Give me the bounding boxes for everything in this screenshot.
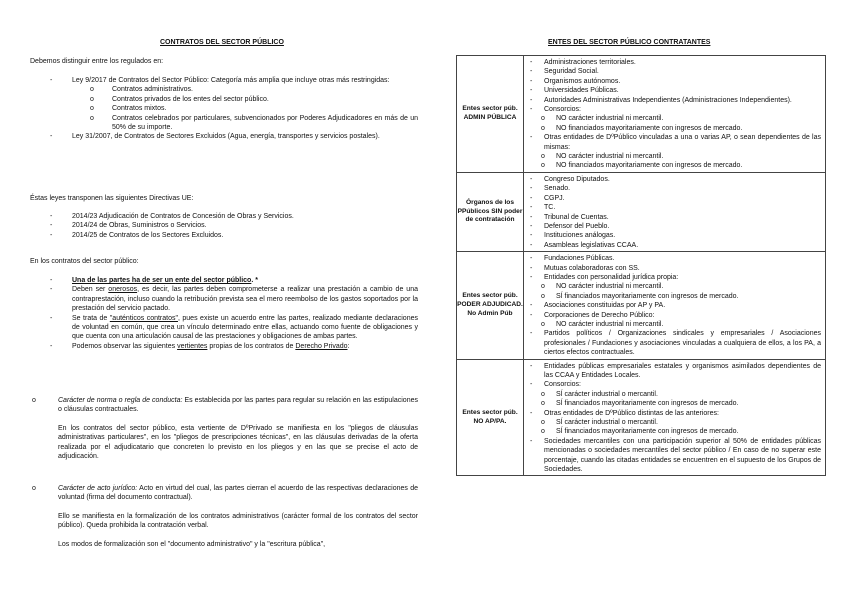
- bullet-marker: -: [530, 362, 533, 370]
- bullet-marker: -: [530, 185, 533, 193]
- entity-item-text: Sociedades mercantiles con una participación superior al 50% de entidades públicas mencionadas o sociedades mercantiles del sector público / En caso de no superar este porcentaje, cuando las citadas entidades se encuentren en el supuesto de los Grupos de Sociedades.: [544, 437, 821, 474]
- entity-item: [524, 96, 821, 105]
- entity-subitem: [524, 390, 821, 399]
- feature-authentic: - Se trata de "auténticos contratos", pues existe un acuerdo entre las partes, realizado mediante declaraciones de voluntad en común, que crea un vínculo determinado entre ellas, actuando como fuente de obligaciones y que cuenta con una articulación causal de las prestaciones y obligaciones de ambas partes.: [50, 314, 418, 341]
- law1-sublist: [72, 85, 418, 132]
- law1-subitem: o Contratos celebrados por particulares, subvencionados por Poderes Adjudicadores en más de un 50% de su importe.: [90, 114, 418, 132]
- bullet-marker: -: [530, 264, 533, 272]
- directive-item: - 2014/23 Adjudicación de Contratos de Concesión de Obras y Servicios.: [50, 213, 294, 220]
- bullet-marker: o: [541, 124, 545, 132]
- law1-subitem: o Contratos mixtos.: [90, 105, 167, 113]
- entity-subitem: [524, 152, 821, 161]
- entity-subitem: [524, 161, 821, 170]
- bullet-marker: -: [530, 241, 533, 249]
- entity-item: [524, 67, 821, 76]
- bullet-marker: -: [530, 222, 533, 230]
- bullet-marker: o: [541, 428, 545, 436]
- entity-item-text: Instituciones análogas.: [544, 232, 616, 240]
- entity-category-label: Entes sector púb. PODER ADJUDICAD. No Admin Púb: [457, 252, 524, 359]
- bullet-marker: -: [530, 59, 533, 66]
- entity-item: [524, 86, 821, 95]
- bullet-marker: -: [530, 381, 533, 389]
- bullet-marker: o: [541, 419, 545, 427]
- bullet-marker: -: [530, 330, 533, 338]
- entity-item-text: Entidades públicas empresariales estatales y organismos asimilados dependientes de las CCAA y Entidades Locales.: [544, 362, 821, 379]
- feature-public-entity: - Una de las partes ha de ser un ente del sector público. *: [50, 277, 258, 284]
- law1-subitem: o Contratos administrativos.: [90, 86, 193, 94]
- entity-item-text: TC.: [544, 204, 556, 212]
- bullet-marker: -: [530, 409, 533, 417]
- entity-item: [524, 184, 821, 193]
- entity-item: [524, 362, 821, 381]
- bullet-marker: -: [530, 255, 533, 263]
- entity-item-text: NO carácter industrial ni mercantil.: [556, 320, 664, 328]
- entities-row: [457, 252, 826, 359]
- entity-item-text: SÍ financiados mayoritariamente con ingresos de mercado.: [556, 292, 739, 300]
- entity-item-text: Consorcios:: [544, 381, 581, 389]
- law1-subitem: o Contratos privados de los entes del sector público.: [90, 95, 269, 103]
- entity-item-text: SÍ carácter industrial o mercantil.: [556, 419, 658, 427]
- entity-item: [524, 264, 821, 273]
- entity-subitem: [524, 399, 821, 408]
- entity-subitem: [524, 282, 821, 291]
- entity-item: [524, 241, 821, 250]
- entity-item: [524, 133, 821, 152]
- aspect-legal-act-label: Carácter de acto jurídico:: [58, 485, 138, 492]
- aspect-norm-paragraph: En los contratos del sector público, esta vertiente de DºPrivado se manifiesta en los "pliegos de cláusulas administrativas particulares", en los "pliegos de prescripciones técnicas", en las cláusulas derivadas de la oferta realizada por el adjudicatario que concreten lo previsto en los pliegos y en las que se precise el acto de adjudicación.: [58, 424, 418, 461]
- entity-item-text: Senado.: [544, 185, 571, 193]
- bullet-marker: -: [530, 437, 533, 445]
- entity-item-text: SÍ financiados mayoritariamente con ingresos de mercado.: [556, 400, 739, 408]
- entity-item-text: Universidades Públicas.: [544, 87, 619, 95]
- entity-item-text: Consorcios:: [544, 106, 581, 114]
- bullet-marker: -: [530, 77, 533, 85]
- entity-item-text: Asociaciones constituidas por AP y PA.: [544, 302, 666, 310]
- entity-items-cell: [524, 252, 826, 359]
- entity-item: [524, 105, 821, 114]
- entities-row: [457, 359, 826, 476]
- contracts-intro: En los contratos del sector público:: [30, 258, 139, 265]
- entities-table: [456, 55, 826, 476]
- bullet-marker: o: [541, 292, 545, 300]
- entity-item-text: Defensor del Pueblo.: [544, 222, 610, 230]
- bullet-marker: -: [530, 213, 533, 221]
- entity-item: [524, 58, 821, 67]
- entity-item-text: SÍ financiados mayoritariamente con ingresos de mercado.: [556, 428, 739, 436]
- entity-items-cell: [524, 172, 826, 251]
- entity-item-text: Partidos políticos / Organizaciones sindicales y empresariales / Asociaciones profesionales / Fundaciones y asociaciones vinculadas a cualquiera de ellos, a los PA, a ciertos efectos contractuales.: [544, 330, 821, 357]
- bullet-marker: -: [530, 194, 533, 202]
- entity-item: [524, 311, 821, 320]
- entity-item: [524, 329, 821, 357]
- entity-item-text: NO financiados mayoritariamente con ingresos de mercado.: [556, 162, 743, 170]
- law-list: [30, 76, 418, 142]
- bullet-marker: -: [530, 175, 533, 183]
- law-item: - Ley 31/2007, de Contratos de Sectores Excluidos (Agua, energía, transportes y servicios postales).: [50, 133, 380, 141]
- entity-item-text: Mutuas colaboradoras con SS.: [544, 264, 640, 272]
- bullet-marker: -: [530, 87, 533, 95]
- entity-item: [524, 301, 821, 310]
- entity-item: [524, 437, 821, 475]
- entity-category-label: Órganos de los PPúblicos SIN poder de contratación: [457, 172, 524, 251]
- directive-item: - 2014/25 de Contratos de los Sectores Excluidos.: [50, 231, 224, 239]
- entity-item-text: SÍ carácter industrial o mercantil.: [556, 390, 658, 398]
- aspect-legal-act-paragraph: Ello se manifiesta en la formalización de los contratos administrativos (carácter formal de los contratos del sector público). Queda prohibida la contratación verbal.: [58, 512, 418, 530]
- entity-category-label: Entes sector púb. ADMIN PÚBLICA: [457, 56, 524, 173]
- entity-item-text: Entidades con personalidad jurídica propia:: [544, 273, 679, 281]
- entity-item-text: Fundaciones Públicas.: [544, 255, 615, 263]
- entity-item: [524, 409, 821, 418]
- directives-intro: Éstas leyes transponen las siguientes Directivas UE:: [30, 195, 194, 202]
- bullet-marker: -: [530, 273, 533, 281]
- right-page-title: ENTES DEL SECTOR PÚBLICO CONTRATANTES: [548, 39, 711, 46]
- law-item: - Ley 9/2017 de Contratos del Sector Público: Categoría más amplia que incluye otras más restringidas:: [50, 77, 390, 84]
- bullet-marker: -: [530, 106, 533, 114]
- entity-subitem: [524, 427, 821, 436]
- entity-item-text: NO carácter industrial ni mercantil.: [556, 115, 664, 123]
- entity-item-text: NO carácter industrial ni mercantil.: [556, 283, 664, 291]
- aspect-legal-act: o Carácter de acto jurídico: Acto en virtud del cual, las partes cierran el acuerdo de las respectivas declaraciones de voluntad (firma del documento contractual). Ello se manifiesta en la formalización de los contratos administrativos (carácter formal de los contratos del sector público). Queda prohibida la contratación verbal. Los modos de formalización son el "documento administrativo" y la "escritura pública",: [32, 485, 418, 548]
- bullet-marker: o: [541, 162, 545, 170]
- directive-item: - 2014/24 de Obras, Suministros o Servicios.: [50, 222, 207, 230]
- entities-row: [457, 56, 826, 173]
- entity-item: [524, 222, 821, 231]
- entity-item-text: CGPJ.: [544, 194, 565, 202]
- feature-aspects: - Podemos observar las siguientes vertientes propias de los contratos de Derecho Privado:: [50, 342, 350, 350]
- bullet-marker: -: [530, 68, 533, 76]
- entity-item-text: NO carácter industrial ni mercantil.: [556, 153, 664, 161]
- bullet-marker: -: [530, 134, 533, 142]
- entity-subitem: [524, 320, 821, 329]
- bullet-marker: -: [530, 204, 533, 212]
- bullet-marker: o: [541, 115, 545, 123]
- bullet-marker: o: [541, 400, 545, 408]
- entity-item-text: NO financiados mayoritariamente con ingresos de mercado.: [556, 124, 743, 132]
- entity-subitem: [524, 114, 821, 123]
- entity-item: [524, 213, 821, 222]
- left-page-title: CONTRATOS DEL SECTOR PÚBLICO: [160, 39, 284, 46]
- entity-category-label: Entes sector púb. NO AP/PA.: [457, 359, 524, 476]
- entity-item-text: Seguridad Social.: [544, 68, 599, 76]
- bullet-marker: -: [530, 302, 533, 310]
- entity-item-text: Autoridades Administrativas Independientes (Administraciones Independientes).: [544, 96, 792, 104]
- entity-item-text: Corporaciones de Derecho Público:: [544, 311, 655, 319]
- entity-item: [524, 175, 821, 184]
- bullet-marker: o: [541, 153, 545, 161]
- entity-subitem: [524, 292, 821, 301]
- entity-item: [524, 254, 821, 263]
- entity-item: [524, 194, 821, 203]
- entity-item-text: Asambleas legislativas CCAA.: [544, 241, 639, 249]
- entity-item: [524, 203, 821, 212]
- entity-item-text: Otras entidades de DºPúblico vinculadas a una o varias AP, o sean dependientes de las mismas:: [544, 134, 821, 151]
- entity-subitem: [524, 124, 821, 133]
- entity-items-cell: [524, 359, 826, 476]
- entity-item: [524, 273, 821, 282]
- bullet-marker: o: [541, 320, 545, 328]
- bullet-marker: o: [541, 390, 545, 398]
- bullet-marker: -: [530, 311, 533, 319]
- feature-onerous: - Deben ser onerosos, es decir, las partes deben comprometerse a realizar una prestación a cambio de una contraprestación, incluso cuando la retribución prevista sea el mero reembolso de los gastos soportados por la prestación del servicio pactado.: [50, 286, 418, 313]
- entity-item: [524, 231, 821, 240]
- entity-items-cell: [524, 56, 826, 173]
- entity-item: [524, 77, 821, 86]
- entity-item-text: Congreso Diputados.: [544, 175, 610, 183]
- entities-row: [457, 172, 826, 251]
- aspect-legal-act-paragraph-2: Los modos de formalización son el "documento administrativo" y la "escritura pública",: [58, 540, 326, 548]
- aspect-norm: o Carácter de norma o regla de conducta: Es establecida por las partes para regular su relación en las estipulaciones o cláusulas contractuales. En los contratos del sector público, esta vertiente de DºPrivado se manifiesta en los "pliegos de cláusulas administrativas particulares", en los "pliegos de prescripciones técnicas", en las cláusulas derivadas de la oferta realizada por el adjudicatario que concreten lo previsto en los pliegos y en las que se precise el acto de adjudicación.: [32, 397, 418, 461]
- entity-item-text: Organismos autónomos.: [544, 77, 621, 85]
- bullet-marker: -: [530, 96, 533, 104]
- directive-list: [30, 212, 418, 240]
- entity-subitem: [524, 418, 821, 427]
- entity-item: [524, 380, 821, 389]
- bullet-marker: o: [541, 283, 545, 291]
- entity-item-text: Otras entidades de DºPúblico distintas de las anteriores:: [544, 409, 719, 417]
- entity-item-text: Tribunal de Cuentas.: [544, 213, 609, 221]
- entity-item-text: Administraciones territoriales.: [544, 59, 636, 66]
- intro-text: Debemos distinguir entre los regulados en:: [30, 58, 164, 65]
- bullet-marker: -: [530, 232, 533, 240]
- aspect-norm-label: Carácter de norma o regla de conducta:: [58, 397, 183, 404]
- contract-features-list: [30, 276, 418, 351]
